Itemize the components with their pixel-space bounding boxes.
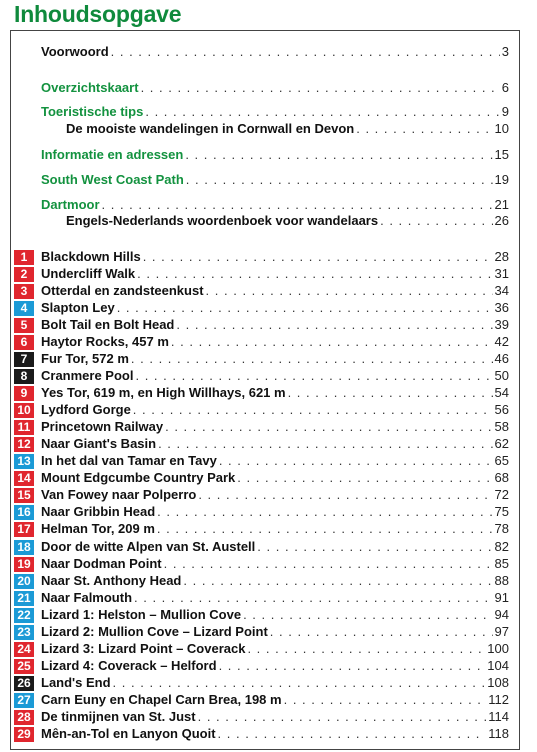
toc-entry[interactable]	[41, 172, 509, 188]
route-number-badge: 4	[14, 301, 34, 316]
page-number: 97	[494, 623, 509, 639]
page-number: 58	[494, 419, 509, 435]
route-entry[interactable]	[41, 402, 509, 418]
toc-entry[interactable]	[41, 80, 509, 96]
page-number: 72	[494, 487, 509, 503]
page-number: 112	[488, 691, 509, 707]
page-number: 114	[488, 708, 509, 724]
dot-leader	[102, 197, 493, 213]
dot-leader	[186, 172, 493, 188]
entry-label: Carn Euny en Chapel Carn Brea, 198 m	[41, 691, 282, 707]
route-number-badge: 17	[14, 522, 34, 537]
route-number-badge: 26	[14, 676, 34, 691]
page-number: 75	[494, 504, 509, 520]
page-number: 9	[501, 104, 509, 119]
entry-label: Mount Edgcumbe Country Park	[41, 470, 236, 486]
entry-label: Slapton Ley	[41, 300, 115, 316]
route-number-badge: 11	[14, 420, 34, 435]
route-number-badge: 3	[14, 284, 34, 299]
dot-leader	[284, 692, 487, 708]
dot-leader	[206, 283, 493, 299]
dot-leader	[137, 266, 492, 282]
toc-entry[interactable]	[41, 44, 509, 60]
page-number: 10	[494, 121, 509, 136]
entry-label: Princetown Railway	[41, 419, 164, 435]
page-title: Inhoudsopgave	[14, 1, 182, 27]
dot-leader	[218, 726, 487, 742]
page-number: 56	[494, 402, 509, 418]
route-entry[interactable]	[41, 436, 509, 452]
dot-leader	[113, 675, 486, 691]
route-number-badge: 13	[14, 454, 34, 469]
route-entry[interactable]	[41, 317, 509, 333]
route-number-badge: 9	[14, 386, 34, 401]
dot-leader	[198, 709, 487, 725]
page-number: 31	[494, 266, 509, 282]
route-entry[interactable]	[41, 470, 509, 486]
route-number-badge: 29	[14, 727, 34, 742]
page-number: 108	[487, 674, 509, 690]
dot-leader	[158, 436, 492, 452]
page-number: 65	[494, 453, 509, 469]
dot-leader	[243, 607, 492, 623]
entry-label: Lizard 4: Coverack – Helford	[41, 657, 217, 673]
entry-label: Undercliff Walk	[41, 266, 136, 282]
route-entry[interactable]	[41, 556, 509, 572]
entry-label: Dartmoor	[41, 197, 100, 212]
route-entry[interactable]	[41, 266, 509, 282]
dot-leader	[164, 556, 493, 572]
entry-label: Toeristische tips	[41, 104, 144, 119]
route-number-badge: 14	[14, 471, 34, 486]
route-number-badge: 5	[14, 318, 34, 333]
route-entry[interactable]	[41, 675, 509, 691]
dot-leader	[219, 453, 493, 469]
route-number-badge: 6	[14, 335, 34, 350]
dot-leader	[185, 147, 492, 163]
route-number-badge: 1	[14, 250, 34, 265]
route-entry[interactable]	[41, 300, 509, 316]
dot-leader	[117, 300, 493, 316]
dot-leader	[111, 44, 500, 60]
entry-label: Lydford Gorge	[41, 402, 131, 418]
route-number-badge: 8	[14, 369, 34, 384]
dot-leader	[143, 249, 493, 265]
page-number: 6	[501, 80, 509, 95]
route-entry[interactable]	[41, 624, 509, 640]
toc-entry[interactable]	[41, 197, 509, 213]
route-number-badge: 18	[14, 540, 34, 555]
route-entry[interactable]	[41, 368, 509, 384]
page-number: 21	[494, 197, 509, 212]
entry-label: Bolt Tail en Bolt Head	[41, 317, 175, 333]
page-number: 82	[494, 538, 509, 554]
route-number-badge: 23	[14, 625, 34, 640]
dot-leader	[237, 470, 492, 486]
dot-leader	[257, 539, 492, 555]
toc-entry[interactable]	[66, 121, 509, 137]
dot-leader	[157, 521, 493, 537]
dot-leader	[380, 213, 492, 229]
dot-leader	[133, 402, 493, 418]
page-number: 118	[488, 725, 509, 741]
dot-leader	[135, 368, 492, 384]
route-entry[interactable]	[41, 658, 509, 674]
entry-label: Door de witte Alpen van St. Austell	[41, 538, 256, 554]
page-number: 94	[494, 606, 509, 622]
dot-leader	[183, 573, 492, 589]
route-number-badge: 10	[14, 403, 34, 418]
route-number-badge: 21	[14, 591, 34, 606]
route-entry[interactable]	[41, 249, 509, 265]
entry-label: Land's End	[41, 674, 111, 690]
route-number-badge: 2	[14, 267, 34, 282]
page-number: 39	[494, 317, 509, 333]
route-entry[interactable]	[41, 283, 509, 299]
page-number: 3	[501, 44, 509, 59]
dot-leader	[131, 351, 493, 367]
route-number-badge: 24	[14, 642, 34, 657]
toc-entry[interactable]	[41, 104, 509, 120]
route-entry[interactable]	[41, 709, 509, 725]
entry-label: Naar Giant's Basin	[41, 436, 157, 452]
page-number: 62	[494, 436, 509, 452]
route-number-badge: 7	[14, 352, 34, 367]
entry-label: Otterdal en zandsteenkust	[41, 283, 204, 299]
route-entry[interactable]	[41, 641, 509, 657]
entry-label: Informatie en adressen	[41, 147, 184, 162]
page-number: 26	[494, 213, 509, 228]
route-entry[interactable]	[41, 539, 509, 555]
page-number: 85	[494, 555, 509, 571]
dot-leader	[165, 419, 492, 435]
route-entry[interactable]	[41, 590, 509, 606]
entry-label: De tinmijnen van St. Just	[41, 708, 196, 724]
entry-label: Engels-Nederlands woordenboek voor wandelaars	[66, 213, 379, 228]
entry-label: Lizard 3: Lizard Point – Coverack	[41, 640, 246, 656]
toc-entry[interactable]	[41, 147, 509, 163]
toc-entry[interactable]	[66, 213, 509, 229]
page-number: 42	[494, 334, 509, 350]
route-number-badge: 19	[14, 557, 34, 572]
page-number: 88	[494, 572, 509, 588]
dot-leader	[270, 624, 493, 640]
entry-label: Lizard 1: Helston – Mullion Cove	[41, 606, 242, 622]
route-number-badge: 15	[14, 488, 34, 503]
route-number-badge: 27	[14, 693, 34, 708]
entry-label: Overzichtskaart	[41, 80, 139, 95]
entry-label: South West Coast Path	[41, 172, 184, 187]
route-entry[interactable]	[41, 487, 509, 503]
entry-label: Lizard 2: Mullion Cove – Lizard Point	[41, 623, 268, 639]
route-number-badge: 25	[14, 659, 34, 674]
entry-label: Blackdown Hills	[41, 249, 141, 264]
page-number: 34	[494, 283, 509, 299]
page-number: 54	[494, 385, 509, 401]
page-number: 36	[494, 300, 509, 316]
entry-label: Mên-an-Tol en Lanyon Quoit	[41, 725, 216, 741]
entry-label: Fur Tor, 572 m	[41, 351, 129, 367]
entry-label: Helman Tor, 209 m	[41, 521, 155, 537]
route-entry[interactable]	[41, 351, 509, 367]
route-number-badge: 22	[14, 608, 34, 623]
dot-leader	[134, 590, 493, 606]
route-entry[interactable]	[41, 521, 509, 537]
entry-label: Voorwoord	[41, 44, 109, 59]
dot-leader	[171, 334, 493, 350]
entry-label: Naar Falmouth	[41, 589, 133, 605]
dot-leader	[356, 121, 492, 137]
route-number-badge: 12	[14, 437, 34, 452]
page-number: 15	[494, 147, 509, 162]
route-entry[interactable]	[41, 726, 509, 742]
page-number: 100	[487, 640, 509, 656]
dot-leader	[157, 504, 492, 520]
route-entry[interactable]	[41, 573, 509, 589]
entry-label: Naar Gribbin Head	[41, 504, 156, 520]
route-entry[interactable]	[41, 385, 509, 401]
route-number-badge: 20	[14, 574, 34, 589]
route-entry[interactable]	[41, 607, 509, 623]
page-number: 104	[487, 657, 509, 673]
route-entry[interactable]	[41, 504, 509, 520]
dot-leader	[176, 317, 492, 333]
dot-leader	[219, 658, 486, 674]
dot-leader	[141, 80, 500, 96]
route-number-badge: 28	[14, 710, 34, 725]
route-entry[interactable]	[41, 419, 509, 435]
entry-label: Haytor Rocks, 457 m	[41, 334, 169, 350]
entry-label: Van Fowey naar Polperro	[41, 487, 197, 503]
route-entry[interactable]	[41, 334, 509, 350]
route-number-badge: 16	[14, 505, 34, 520]
dot-leader	[288, 385, 493, 401]
entry-label: In het dal van Tamar en Tavy	[41, 453, 217, 469]
entry-label: Yes Tor, 619 m, en High Willhays, 621 m	[41, 385, 286, 401]
route-entry[interactable]	[41, 453, 509, 469]
page-number: 68	[494, 470, 509, 486]
entry-label: Cranmere Pool	[41, 368, 134, 384]
route-entry[interactable]	[41, 692, 509, 708]
dot-leader	[198, 487, 492, 503]
page-number: 28	[494, 249, 509, 264]
page-number: 78	[494, 521, 509, 537]
page-number: 91	[494, 589, 509, 605]
entry-label: Naar Dodman Point	[41, 555, 162, 571]
page-number: 19	[494, 172, 509, 187]
dot-leader	[145, 104, 499, 120]
entry-label: De mooiste wandelingen in Cornwall en Devon	[66, 121, 355, 136]
entry-label: Naar St. Anthony Head	[41, 572, 182, 588]
dot-leader	[247, 641, 485, 657]
page-number: 50	[494, 368, 509, 384]
page-number: 46	[494, 351, 509, 367]
